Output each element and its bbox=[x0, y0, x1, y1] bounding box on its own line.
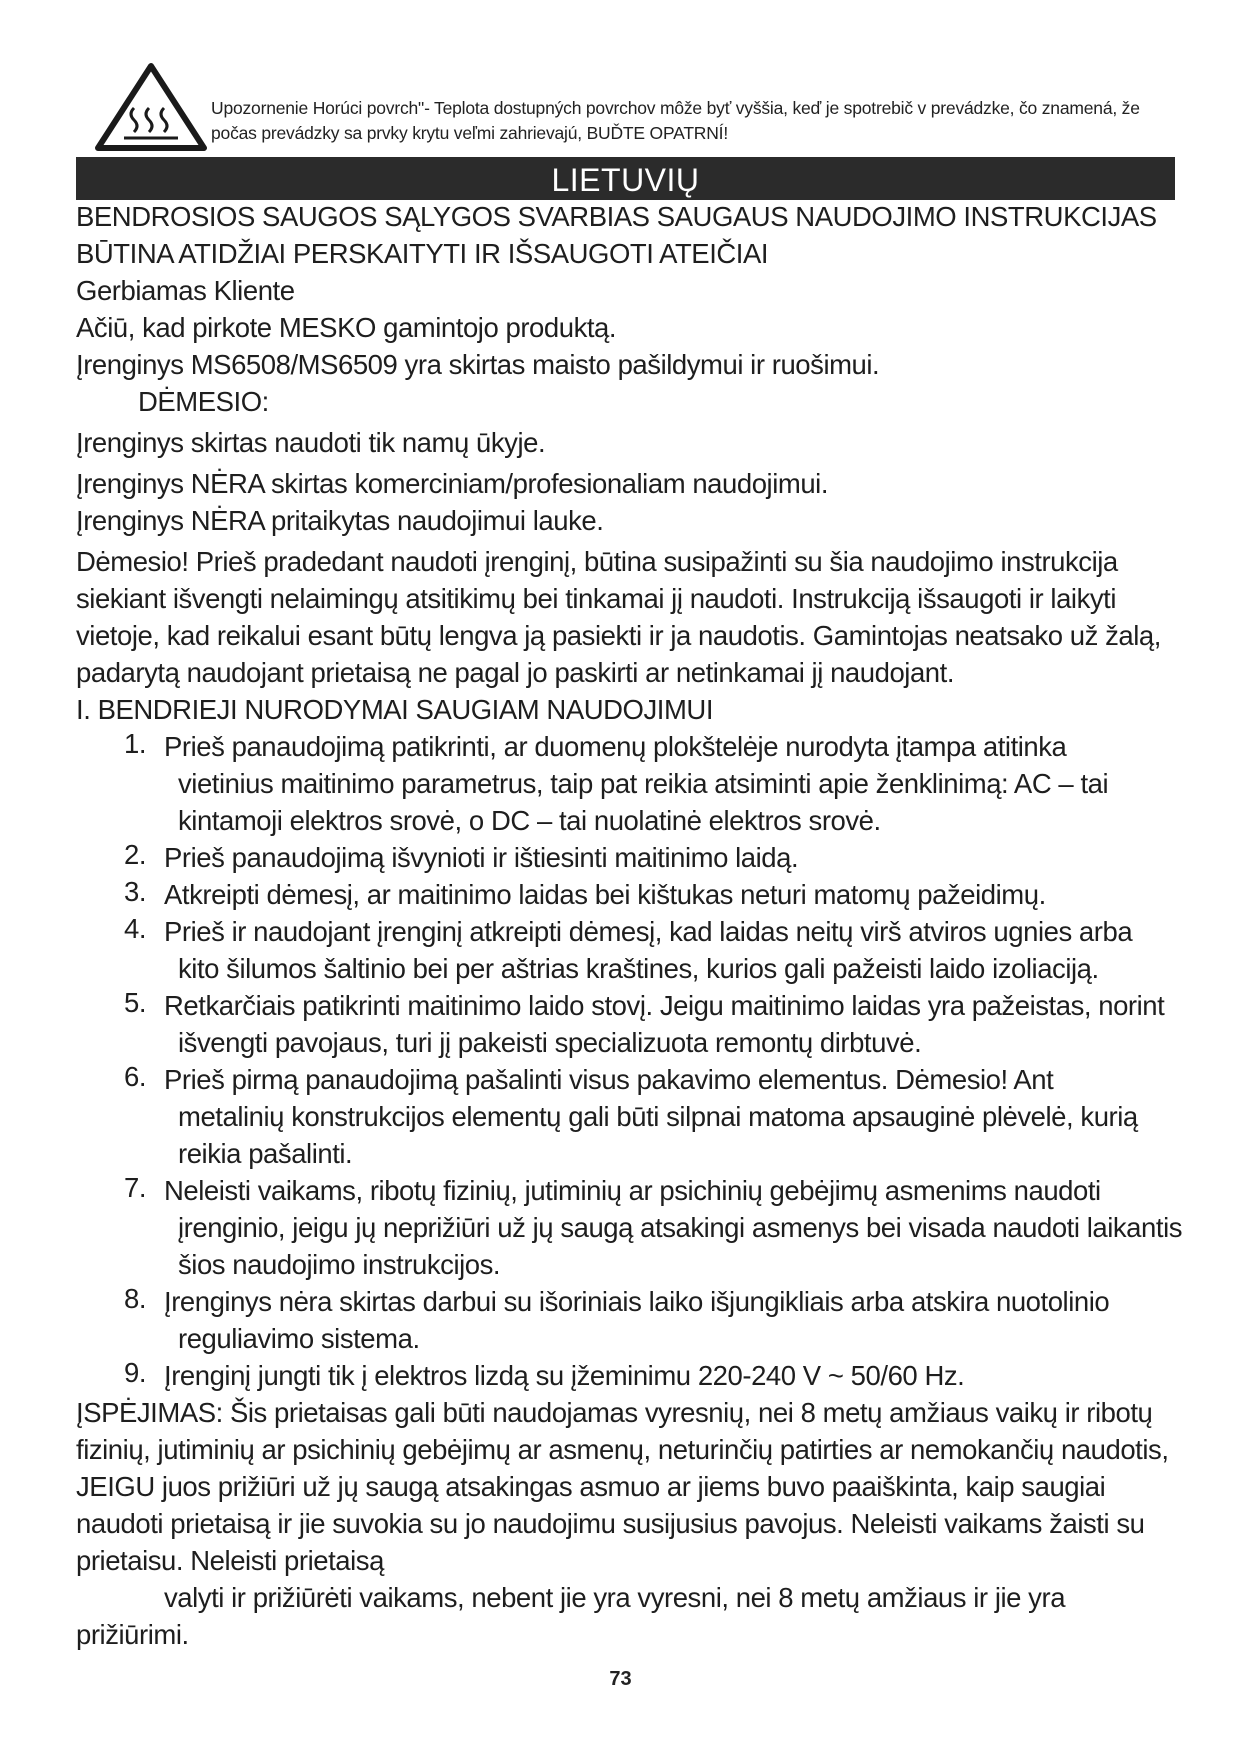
list-item-text: šios naudojimo instrukcijos. bbox=[178, 1249, 501, 1280]
manual-body bbox=[76, 198, 1204, 1653]
notice-line: Dėmesio! Prieš pradedant naudoti įrenginį, būtina susipažinti su šia naudojimo instrukcija bbox=[76, 546, 1118, 577]
list-item-text: vietinius maitinimo parametrus, taip pat reikia atsiminti apie ženklinimą: AC – tai bbox=[178, 768, 1109, 799]
list-item-text: reguliavimo sistema. bbox=[178, 1323, 420, 1354]
warning-line: prietaisu. Neleisti prietaisą bbox=[76, 1545, 384, 1576]
warning-line: naudoti prietaisą ir jie suvokia su jo naudojimu susijusius pavojus. Neleisti vaikams žaisti su bbox=[76, 1508, 1145, 1539]
notice-paragraph bbox=[76, 543, 1204, 691]
list-item-text: Prieš panaudojimą išvynioti ir ištiesinti maitinimo laidą. bbox=[164, 842, 799, 873]
section-title: I. BENDRIEJI NURODYMAI SAUGIAM NAUDOJIMUI bbox=[76, 694, 714, 725]
hot-surface-warning-line: počas prevádzky sa prvky krytu veľmi zahrievajú, BUĎTE OPATRNÍ! bbox=[211, 123, 729, 143]
safety-rules-list bbox=[76, 728, 1204, 1394]
list-item-text: Neleisti vaikams, ribotų fizinių, jutiminių ar psichinių gebėjimų asmenims naudoti bbox=[164, 1175, 1101, 1206]
safety-heading-line: BENDROSIOS SAUGOS SĄLYGOS SVARBIAS SAUGAUS NAUDOJIMO INSTRUKCIJAS bbox=[76, 201, 1157, 232]
list-item bbox=[76, 728, 1204, 839]
list-item-text: reikia pašalinti. bbox=[178, 1138, 353, 1169]
list-item-text: kito šilumos šaltinio bei per aštrias kraštines, kurios gali pažeisti laido izoliaciją. bbox=[178, 953, 1099, 984]
notice-line: siekiant išvengti nelaimingų atsitikimų bei tinkamai jį naudoti. Instrukciją išsaugoti ir laikyti bbox=[76, 583, 1117, 614]
warning-line: fizinių, jutiminių ar psichinių gebėjimų ar asmenų, neturinčių patirties ar nemokančių naudotis, bbox=[76, 1434, 1169, 1465]
list-number: 3. bbox=[124, 876, 147, 907]
notice-line: padarytą naudojant prietaisą ne pagal jo paskirti ar netinkamai jį naudojant. bbox=[76, 657, 955, 688]
not-outdoor-text: Įrenginys NĖRA pritaikytas naudojimui lauke. bbox=[76, 505, 604, 536]
list-item-text: Įrenginį jungti tik į elektros lizdą su įžeminimu 220-240 V ~ 50/60 Hz. bbox=[164, 1360, 965, 1391]
list-item bbox=[76, 913, 1204, 987]
list-number: 2. bbox=[124, 839, 147, 870]
hot-surface-warning bbox=[211, 96, 1201, 146]
list-number: 4. bbox=[124, 913, 147, 944]
closing-line: prižiūrimi. bbox=[76, 1619, 189, 1650]
list-number: 9. bbox=[124, 1357, 147, 1388]
list-item-text: metalinių konstrukcijos elementų gali būti silpnai matoma apsauginė plėvelė, kurią bbox=[178, 1101, 1138, 1132]
warning-paragraph bbox=[76, 1394, 1204, 1653]
thanks-text: Ačiū, kad pirkote MESKO gamintojo produktą. bbox=[76, 312, 617, 343]
language-banner: LIETUVIŲ bbox=[76, 157, 1175, 200]
safety-heading-line: BŪTINA ATIDŽIAI PERSKAITYTI IR IŠSAUGOTI ATEIČIAI bbox=[76, 238, 769, 269]
closing-line: valyti ir prižiūrėti vaikams, nebent jie yra vyresni, nei 8 metų amžiaus ir jie yra bbox=[164, 1582, 1066, 1613]
hot-surface-warning-icon bbox=[94, 62, 208, 152]
list-number: 8. bbox=[124, 1283, 147, 1314]
list-item bbox=[76, 839, 1204, 876]
list-item-text: kintamoji elektros srovė, o DC – tai nuolatinė elektros srovė. bbox=[178, 805, 881, 836]
list-item-text: Prieš ir naudojant įrenginį atkreipti dėmesį, kad laidas neitų virš atviros ugnies arba bbox=[164, 916, 1133, 947]
greeting: Gerbiamas Kliente bbox=[76, 275, 295, 306]
list-item bbox=[76, 1357, 1204, 1394]
attention-heading: DĖMESIO: bbox=[138, 386, 269, 417]
list-number: 7. bbox=[124, 1172, 147, 1203]
list-item-text: Prieš pirmą panaudojimą pašalinti visus pakavimo elementus. Dėmesio! Ant bbox=[164, 1064, 1054, 1095]
notice-line: vietoje, kad reikalui esant būtų lengva ją pasiekti ir ja naudotis. Gamintojas neatsako už žalą, bbox=[76, 620, 1161, 651]
list-number: 5. bbox=[124, 987, 147, 1018]
purpose-text: Įrenginys MS6508/MS6509 yra skirtas maisto pašildymui ir ruošimui. bbox=[76, 349, 880, 380]
list-item bbox=[76, 987, 1204, 1061]
list-number: 6. bbox=[124, 1061, 147, 1092]
warning-line: JEIGU juos prižiūri už jų saugą atsakingas asmuo ar jiems buvo paaiškinta, kaip saugiai bbox=[76, 1471, 1106, 1502]
home-use-text: Įrenginys skirtas naudoti tik namų ūkyje. bbox=[76, 427, 546, 458]
list-item-text: Atkreipti dėmesį, ar maitinimo laidas bei kištukas neturi matomų pažeidimų. bbox=[164, 879, 1046, 910]
not-commercial-text: Įrenginys NĖRA skirtas komerciniam/profesionaliam naudojimui. bbox=[76, 468, 829, 499]
page-number: 73 bbox=[609, 1668, 632, 1690]
list-item bbox=[76, 1283, 1204, 1357]
list-item-text: Įrenginys nėra skirtas darbui su išoriniais laiko išjungikliais arba atskira nuotolinio bbox=[164, 1286, 1110, 1317]
warning-line: ĮSPĖJIMAS: Šis prietaisas gali būti naudojamas vyresnių, nei 8 metų amžiaus vaikų ir ribotų bbox=[76, 1397, 1153, 1428]
list-item-text: išvengti pavojaus, turi jį pakeisti specializuota remontų dirbtuvė. bbox=[178, 1027, 922, 1058]
list-item bbox=[76, 876, 1204, 913]
list-item-text: Retkarčiais patikrinti maitinimo laido stovį. Jeigu maitinimo laidas yra pažeistas, norint bbox=[164, 990, 1165, 1021]
list-item-text: įrenginio, jeigu jų neprižiūri už jų saugą atsakingi asmenys bei visada naudoti laikantis bbox=[178, 1212, 1183, 1243]
hot-surface-warning-line: Upozornenie Horúci povrch"- Teplota dostupných povrchov môže byť vyššia, keď je spotrebič v prevádzke, čo znamená, že bbox=[211, 98, 1140, 118]
list-item-text: Prieš panaudojimą patikrinti, ar duomenų plokštelėje nurodyta įtampa atitinka bbox=[164, 731, 1067, 762]
list-number: 1. bbox=[124, 728, 147, 759]
list-item bbox=[76, 1172, 1204, 1283]
list-item bbox=[76, 1061, 1204, 1172]
